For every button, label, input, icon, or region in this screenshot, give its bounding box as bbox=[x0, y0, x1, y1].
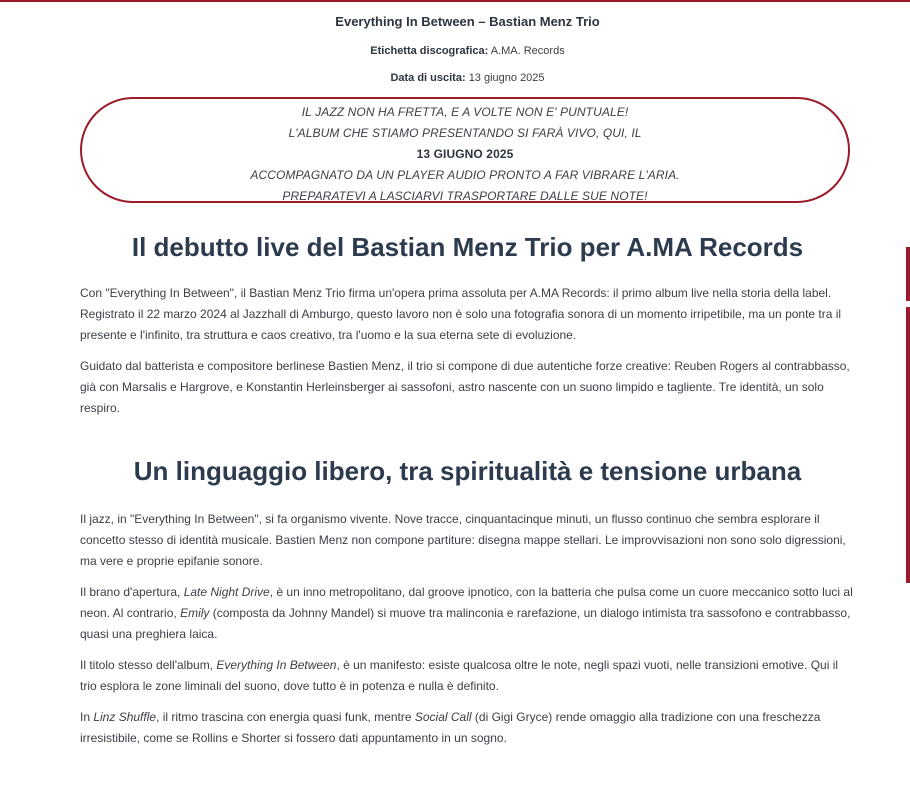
release-date-key: Data di uscita: bbox=[390, 72, 466, 84]
release-notice-box bbox=[80, 97, 850, 203]
scroll-indicator-segment bbox=[906, 307, 910, 583]
article bbox=[80, 0, 855, 749]
notice-line: L'ALBUM CHE STIAMO PRESENTANDO SI FARÀ VIVO, QUI, IL bbox=[288, 126, 642, 140]
release-date-value: 13 giugno 2025 bbox=[468, 72, 545, 84]
text-run: , è un manifesto: esiste qualcosa oltre le note, negli spazi vuoti, nelle transizioni emotive. Qui il trio esplora le zone liminali del suono, dove tutto è in potenza e nulla è definito. bbox=[80, 658, 839, 693]
text-run: , il ritmo trascina con energia quasi funk, mentre bbox=[156, 710, 415, 724]
paragraph: Con "Everything In Between", il Bastian Menz Trio firma un'opera prima assoluta per A.MA Records: il primo album live nella storia della label. Registrato il 22 marzo 2024 al Jazzhall di Amburgo, questo lavoro non è solo una fotografia sonora di un momento irripetibile, ma un ponte tra il presente e l'infinito, tra struttura e caos creativo, tra l'uomo e la sua eterna sete di evoluzione. bbox=[80, 286, 842, 342]
notice-line: ACCOMPAGNATO DA UN PLAYER AUDIO PRONTO A FAR VIBRARE L'ARIA. bbox=[250, 168, 680, 182]
track-title: Social Call bbox=[414, 710, 472, 724]
section-heading-language: Un linguaggio libero, tra spiritualità e tensione urbana bbox=[133, 456, 802, 486]
record-label-key: Etichetta discografica: bbox=[370, 45, 489, 57]
track-title: Emily bbox=[180, 606, 210, 620]
notice-release-date: 13 GIUGNO 2025 bbox=[416, 147, 514, 161]
text-run: In bbox=[80, 710, 94, 724]
text-run: Il brano d'apertura, bbox=[80, 585, 184, 599]
record-label-value: A.MA. Records bbox=[490, 45, 565, 57]
text-run: , è un inno metropolitano, dal groove ipnotico, con la batteria che pulsa come un cuore meccanico sotto luci al neon. Al contrario, bbox=[80, 585, 853, 620]
paragraph: Il jazz, in "Everything In Between", si fa organismo vivente. Nove tracce, cinquantacinque minuti, un flusso continuo che sembra esplorare il concetto stesso di identità musicale. Bastien Menz non compone partiture: disegna mappe stellari. Le improvvisazioni non sono solo digressioni, ma vere e proprie epifanie sonore. bbox=[80, 512, 846, 568]
scroll-indicator bbox=[906, 247, 910, 583]
paragraph bbox=[80, 707, 855, 749]
release-date-line bbox=[80, 70, 855, 86]
text-run: Il titolo stesso dell'album, bbox=[80, 658, 217, 672]
track-title: Linz Shuffle bbox=[93, 710, 157, 724]
record-label-line bbox=[80, 43, 855, 59]
text-run: (di Gigi Gryce) rende omaggio alla tradizione con una freschezza irresistibile, come se Rollins e Shorter si fossero dati appuntamento in un sogno. bbox=[80, 710, 821, 745]
notice-line: PREPARATEVI A LASCIARVI TRASPORTARE DALLE SUE NOTE! bbox=[282, 189, 648, 203]
section-heading-debut: Il debutto live del Bastian Menz Trio per A.MA Records bbox=[131, 232, 804, 262]
paragraph bbox=[80, 582, 855, 645]
track-title: Late Night Drive bbox=[183, 585, 270, 599]
text-run: (composta da Johnny Mandel) si muove tra malinconia e rarefazione, un dialogo intimista tra sassofono e contrabbasso, quasi una preghiera laica. bbox=[80, 606, 851, 641]
scroll-indicator-segment bbox=[906, 247, 910, 301]
album-title: Everything In Between – Bastian Menz Trio bbox=[335, 14, 600, 29]
album-title-inline: Everything In Between bbox=[216, 658, 337, 672]
paragraph bbox=[80, 655, 855, 697]
notice-line: IL JAZZ NON HA FRETTA, E A VOLTE NON E' PUNTUALE! bbox=[301, 105, 629, 119]
paragraph: Guidato dal batterista e compositore berlinese Bastien Menz, il trio si compone di due autentiche forze creative: Reuben Rogers al contrabbasso, già con Marsalis e Hargrove, e Konstantin Herleinsberger ai sassofoni, astro nascente con un suono limpido e tagliente. Tre identità, un solo respiro. bbox=[80, 359, 850, 415]
